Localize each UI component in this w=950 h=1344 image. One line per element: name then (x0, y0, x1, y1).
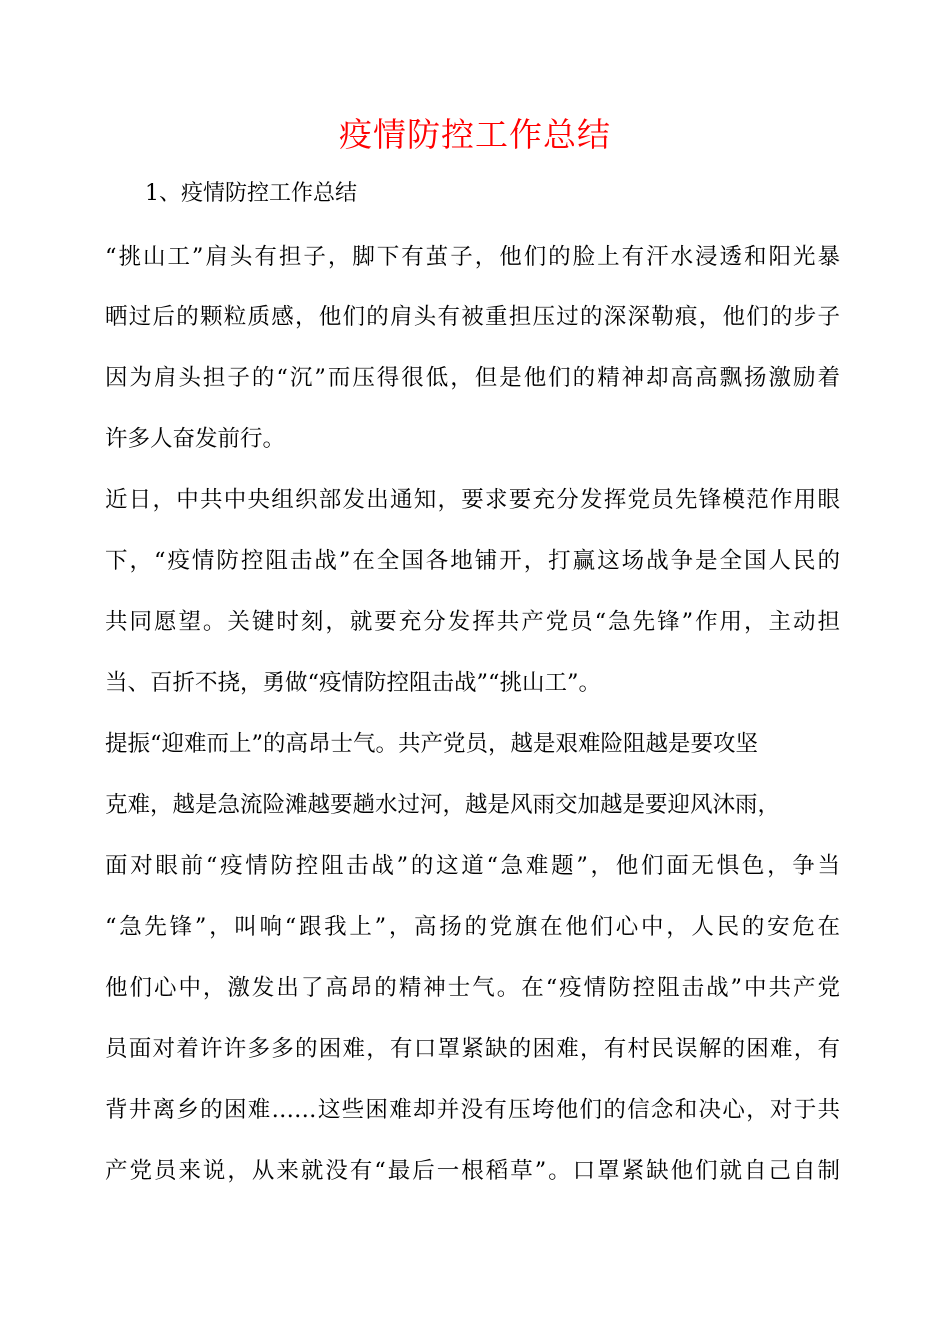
paragraph-line: 下，“疫情防控阻击战”在全国各地铺开，打赢这场战争是全国人民的 (105, 548, 840, 574)
paragraph-line: 克难，越是急流险滩越要趟水过河，越是风雨交加越是要迎风沐雨， (105, 792, 781, 818)
paragraph-line: 当、百折不挠，勇做“疫情防控阻击战”“挑山工”。 (105, 670, 602, 696)
paragraph-line: 面对眼前“疫情防控阻击战”的这道“急难题”，他们面无惧色，争当 (105, 853, 840, 879)
paragraph-line: 产党员来说，从来就没有“最后一根稻草”。口罩紧缺他们就自己自制 (105, 1158, 840, 1184)
paragraph-line: 员面对着许许多多的困难，有口罩紧缺的困难，有村民误解的困难，有 (105, 1036, 840, 1062)
paragraph-line: 许多人奋发前行。 (105, 426, 286, 452)
paragraph-line: 晒过后的颗粒质感，他们的肩头有被重担压过的深深勒痕，他们的步子 (105, 304, 840, 330)
paragraph-line: 近日，中共中央组织部发出通知，要求要充分发挥党员先锋模范作用眼 (105, 487, 840, 513)
section-heading: 1、疫情防控工作总结 (145, 181, 357, 206)
paragraph-line: “急先锋”，叫响“跟我上”，高扬的党旗在他们心中，人民的安危在 (105, 914, 840, 940)
paragraph-line: “挑山工”肩头有担子，脚下有茧子，他们的脸上有汗水浸透和阳光暴 (105, 244, 840, 270)
paragraph-line: 因为肩头担子的“沉”而压得很低，但是他们的精神却高高飘扬激励着 (105, 365, 840, 391)
document-title: 疫情防控工作总结 (339, 115, 611, 154)
paragraph-line: 背井离乡的困难……这些困难却并没有压垮他们的信念和决心，对于共 (105, 1097, 840, 1123)
paragraph-line: 他们心中，激发出了高昂的精神士气。在“疫情防控阻击战”中共产党 (105, 975, 840, 1001)
paragraph-line: 提振“迎难而上”的高昂士气。共产党员，越是艰难险阻越是要攻坚 (105, 731, 759, 757)
paragraph-line: 共同愿望。关键时刻，就要充分发挥共产党员“急先锋”作用，主动担 (105, 609, 840, 635)
